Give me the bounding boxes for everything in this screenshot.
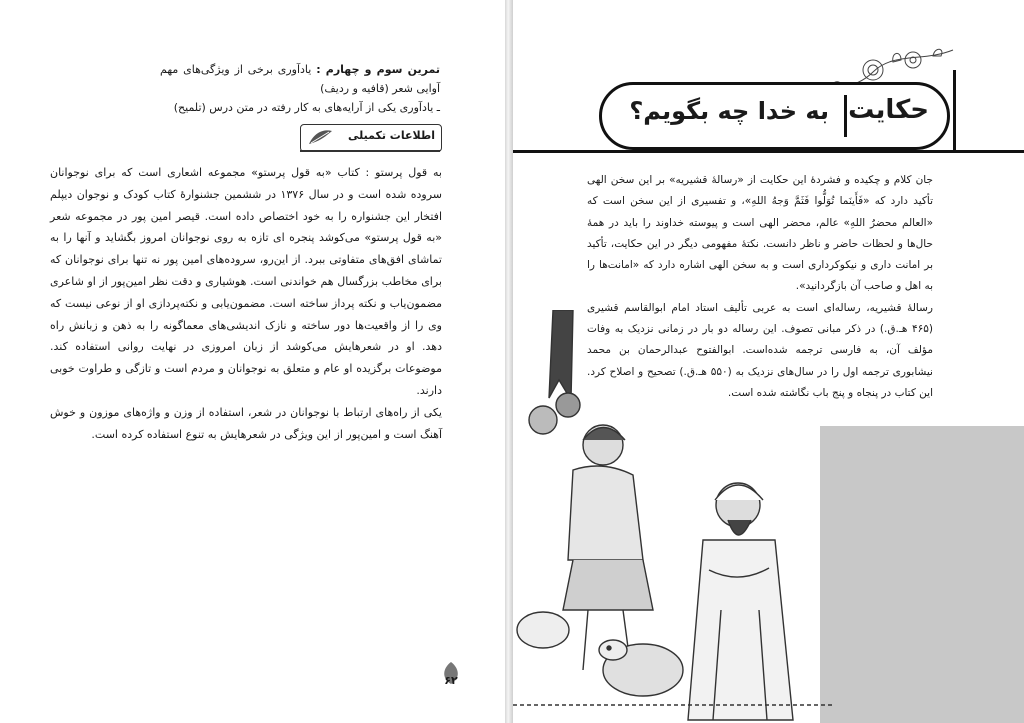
right-page: [513, 0, 1024, 723]
info-paragraph-1: به قول پرستو : کتاب «به قول پرستو» مجموعه اشعاری است که برای نوجوانان سروده شده است و در سال ۱۳۷۶ در ششمین جشنوارهٔ کتاب کودک و نوجوان دیپلم افتخار این جشنواره را به خود اختصاص داده است. قیصر امین پور در مجموعه شعر «به قول پرستو» می‌کوشد پنجره ای تازه به روی نوجوانان امروز بگشاید و آنها را به تماشای افق‌های متفاوتی ببرد. از این‌رو، سروده‌های امین پور نه تنها برای نوجوانان که برای مخاطب بزرگسال هم خواندنی است. هوشیاری و دقت نظر امین‌پور از او شاعری مضمون‌یاب و نکته پرداز ساخته است. مضمون‌یابی و نکته‌پردازی او از نوعی نیست که وی را از واقعیت‌ها دور ساخته و نازک اندیشی‌های معماگونه را به ذهن و زبانش راه دهد. او در شعرهایش می‌کوشد از زبان امروزی در نهایت روانی استفاده کند. موضوعات برگزیده او عام و متعلق به نوجوانان و مردم است و تازگی و طراوت خوبی دارند.: [50, 166, 442, 397]
story-paragraph-2: رسالهٔ قشیریه، رساله‌ای است به عربی تألیف استاد امام ابوالقاسم قشیری (۴۶۵ هـ.ق.) در ذکر مبانی تصوف. این رساله دو بار در زمانی نزدیک به وفات مؤلف آن، به فارسی ترجمه شده‌است. ابوالفتوح عبدالرحمان بن محمد نیشابوری ترجمه اول را در سال‌های نزدیک به (۵۵۰ هـ.ق.) تصحیح و اصلاح کرد. این کتاب در پنجاه و پنج باب نگاشته شده است.: [587, 301, 933, 399]
info-heading-rule: [300, 150, 440, 152]
story-paragraph-1: جان کلام و چکیده و فشردهٔ این حکایت از «رسالهٔ قشیریه» بر این سخن الهی تأکید دارد که «فَأَینَما تُوَلُّوا فَثَمَّ وَجهُ اللهِ»، و تفسیری از این سخن است که «العالم محضرُ اللهِ» عالم، محضر الهی است و پیوسته خداوند را باید در همهٔ حال‌ها و لحظات حاضر و ناظر دانست. نکتهٔ مفهومی دیگر در این حکایت، تأکید بر امانت داری و نیکوکرداری است و به سخن الهی اشاره دارد که «امانت‌ها را به اهل و صاحب آن بازگردانید».: [587, 174, 933, 293]
story-title-box: [599, 82, 950, 150]
info-heading: اطلاعات تکمیلی: [347, 129, 435, 142]
page-number-badge: [437, 660, 465, 700]
leaf-ornament-icon: [305, 127, 335, 147]
info-text: [50, 162, 442, 445]
info-heading-badge: [300, 124, 442, 152]
illustration-shepherds-icon: [513, 310, 833, 723]
exercise-line-1: [160, 60, 440, 98]
exercise-text-1: یادآوری برخی از ویژگی‌های مهم آوایی شعر (قافیه و ردیف): [160, 63, 440, 95]
header-rule: [513, 150, 1024, 153]
exercise-title: تمرین سوم و چهارم :: [316, 63, 441, 76]
info-paragraph-2: یکی از راه‌های ارتباط با نوجوانان در شعر، استفاده از وزن و واژه‌های موزون و خوش آهنگ است و امین‌پور از این ویژگی در شعرهایش به تنوع استفاده کرده است.: [50, 405, 442, 441]
page-number: ۶۲: [444, 674, 458, 687]
section-label: حکایت: [848, 95, 929, 125]
gray-panel: [820, 426, 1024, 723]
left-page: [0, 0, 505, 723]
header-frame-edge: [953, 70, 956, 153]
exercise-line-2: ـ یادآوری یکی از آرایه‌های به کار رفته در متن درس (تلمیح): [173, 101, 440, 114]
story-title: به خدا چه بگویم؟: [629, 97, 829, 125]
book-spine: [505, 0, 513, 723]
title-divider: [844, 95, 847, 137]
exercise-block: [160, 60, 440, 117]
